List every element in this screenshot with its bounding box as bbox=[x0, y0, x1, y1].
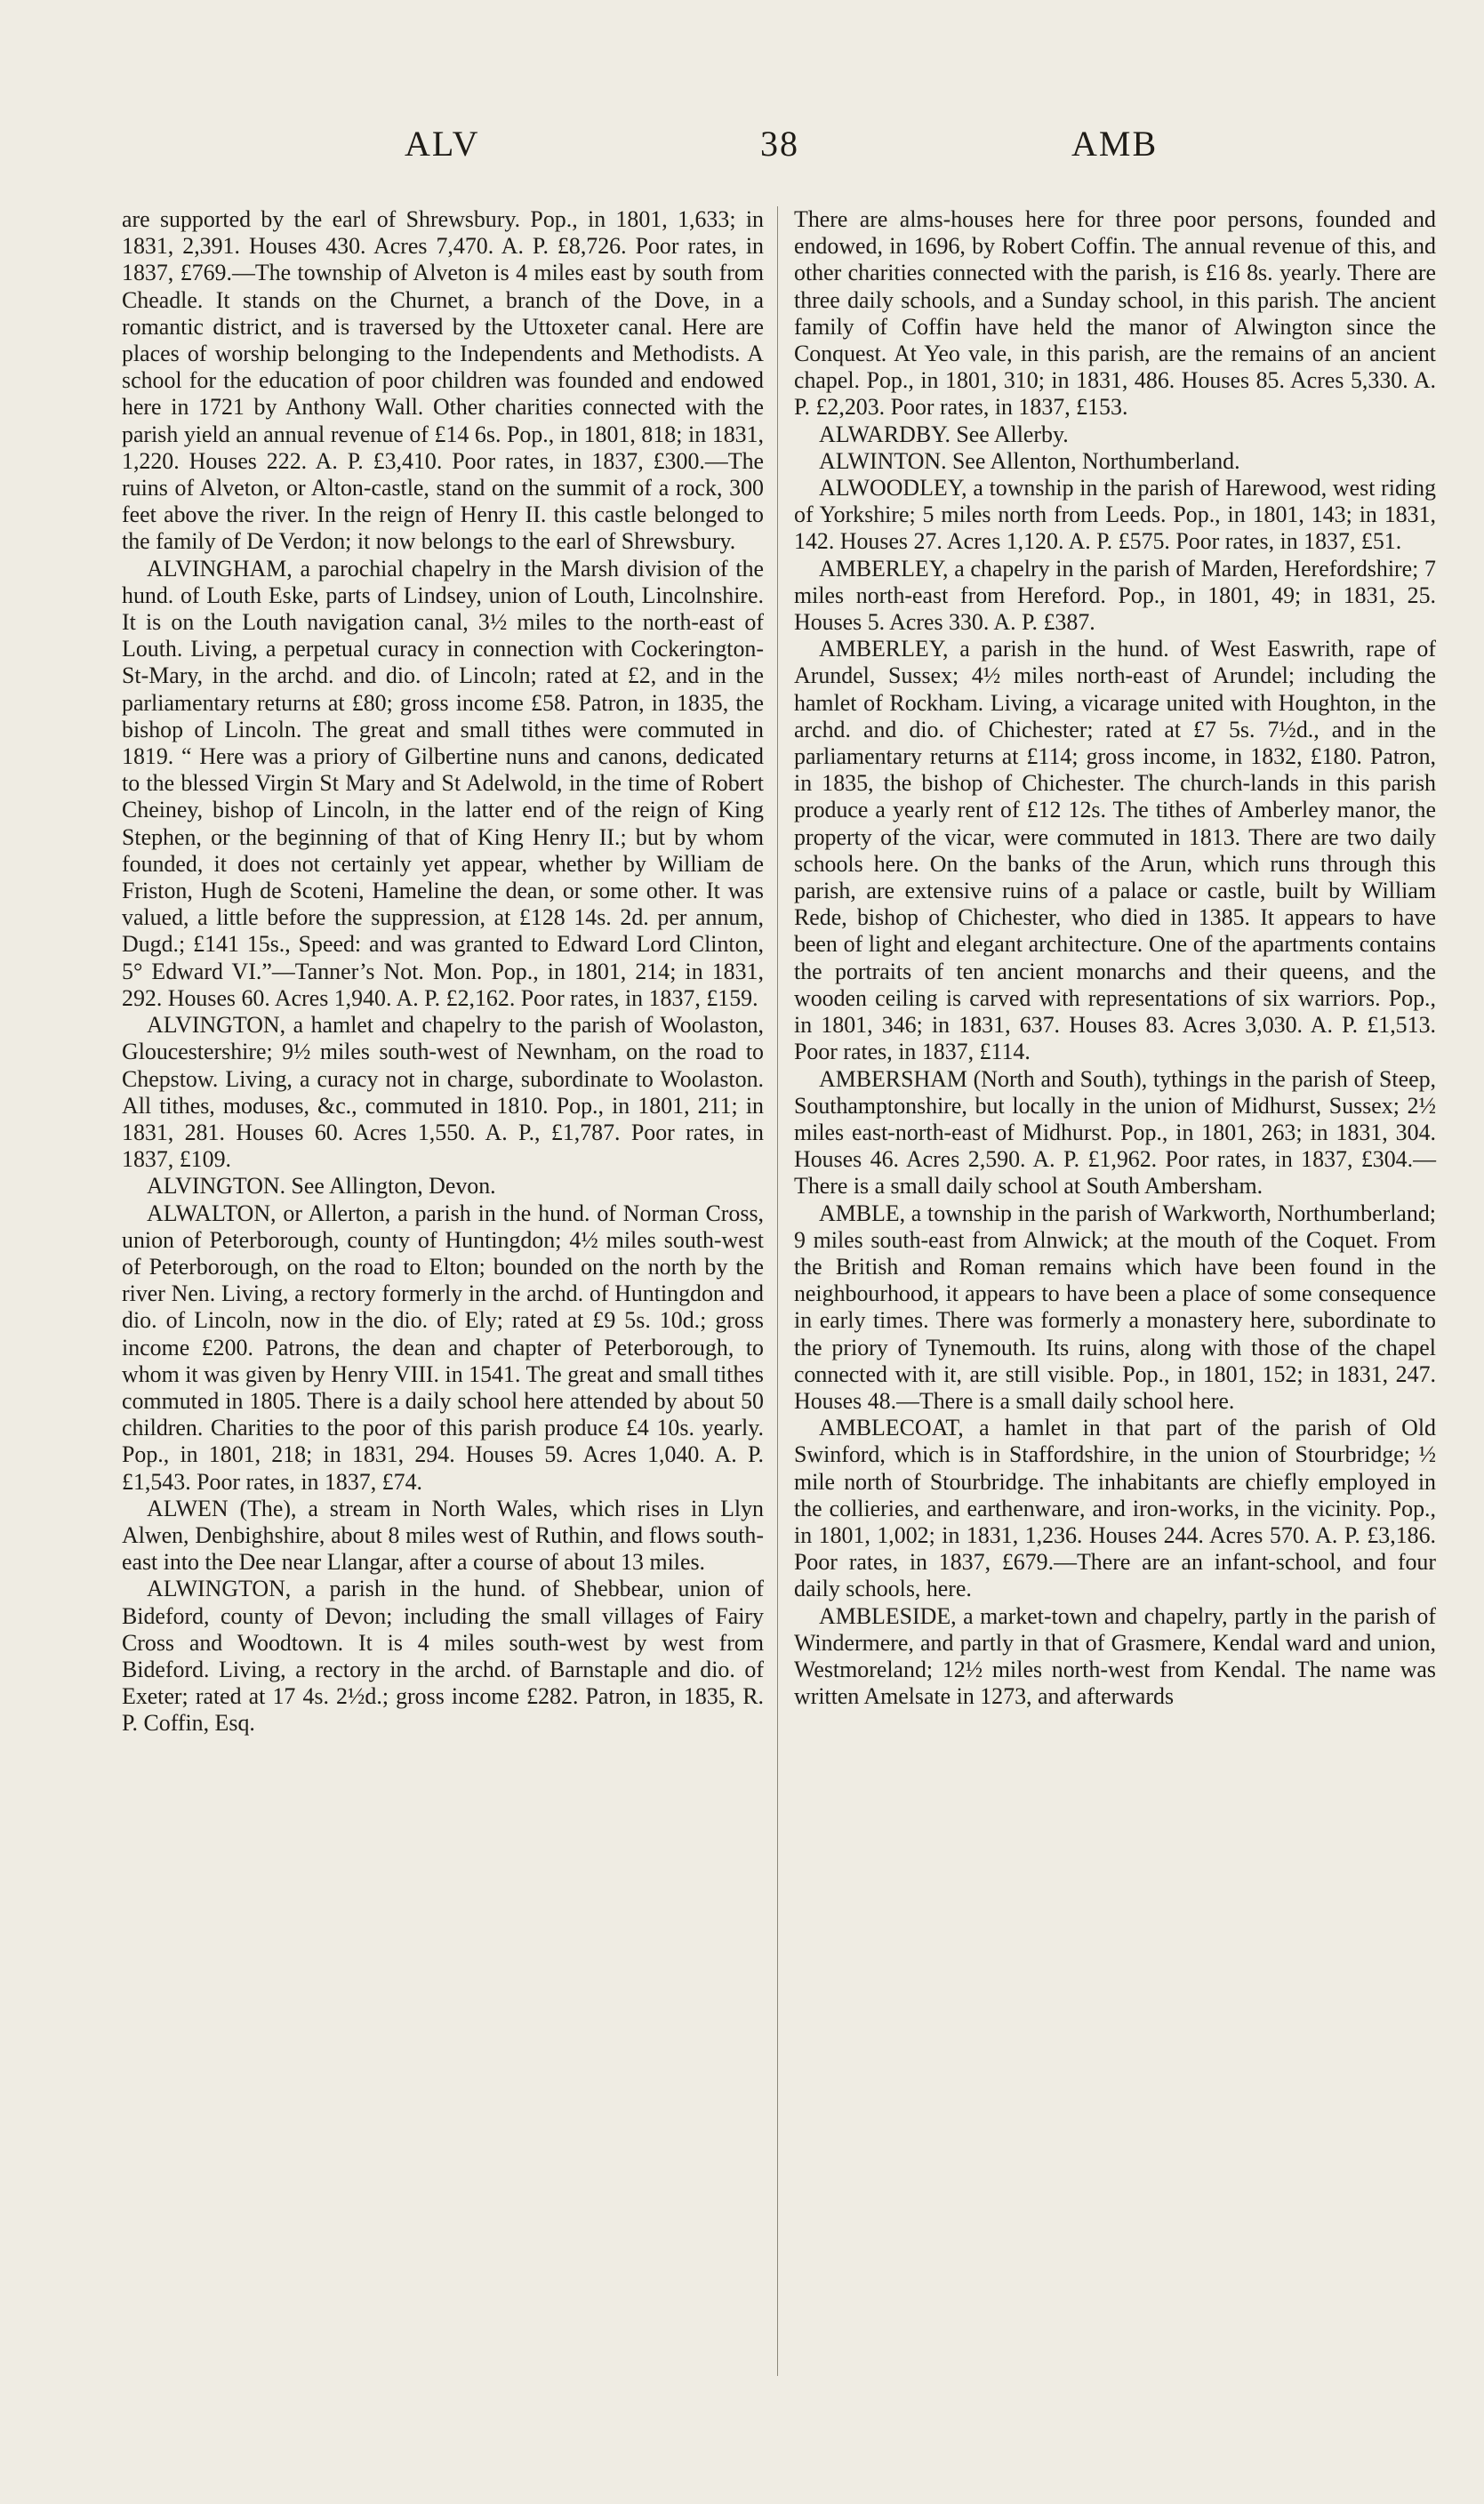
column-divider bbox=[777, 206, 778, 2376]
entry-alveton-continued: are supported by the earl of Shrewsbury. Pop., in 1801, 1,633; in 1831, 2,391. Houses 430. Acres 7,470. A. P. £8,726. Poor rates, in 1837, £769.—The township of Alveton is 4 miles east by south from Cheadle. It stands on the Churnet, a branch of the Dove, in a romantic district, and is traversed by the Uttoxeter canal. Here are places of worship belonging to the Independents and Methodists. A school for the education of poor children was founded and endowed here in 1721 by Anthony Wall. Other charities connected with the parish yield an annual revenue of £14 6s. Pop., in 1801, 818; in 1831, 1,220. Houses 222. A. P. £3,410. Poor rates, in 1837, £300.—The ruins of Alveton, or Alton-castle, stand on the summit of a rock, 300 feet above the river. In the reign of Henry II. this castle belonged to the family of De Verdon; it now belongs to the earl of Shrewsbury. bbox=[122, 206, 764, 555]
entry-alwalton: ALWALTON, or Allerton, a parish in the hund. of Norman Cross, union of Peterborough, county of Huntingdon; 4½ miles south-west of Peterborough, on the road to Elton; bounded on the north by the river Nen. Living, a rectory formerly in the archd. of Huntingdon and dio. of Lincoln, now in the dio. of Ely; rated at £9 5s. 10d.; gross income £200. Patrons, the dean and chapter of Peterborough, to whom it was given by Henry VIII. in 1541. The great and small tithes commuted in 1805. There is a daily school here attended by about 50 children. Charities to the poor of this parish produce £4 10s. yearly. Pop., in 1801, 218; in 1831, 294. Houses 59. Acres 1,040. A. P. £1,543. Poor rates, in 1837, £74. bbox=[122, 1200, 764, 1495]
header-right-word: AMB bbox=[1071, 124, 1159, 164]
entry-ambersham: AMBERSHAM (North and South), tythings in the parish of Steep, Southamptonshire, but locally in the union of Midhurst, Sussex; 2½ miles east-north-east of Midhurst. Pop., in 1801, 263; in 1831, 304. Houses 46. Acres 2,590. A. P. £1,962. Poor rates, in 1837, £304.—There is a small daily school at South Ambersham. bbox=[794, 1065, 1436, 1200]
entry-amblecoat: AMBLECOAT, a hamlet in that part of the parish of Old Swinford, which is in Staffordshire, in the union of Stourbridge; ½ mile north of Stourbridge. The inhabitants are chiefly employed in the collieries, and earthenware, and iron-works, in the vicinity. Pop., in 1801, 1,002; in 1831, 1,236. Houses 244. Acres 570. A. P. £3,186. Poor rates, in 1837, £679.—There are an infant-school, and four daily schools, here. bbox=[794, 1415, 1436, 1602]
entry-alwington: ALWINGTON, a parish in the hund. of Shebbear, union of Bideford, county of Devon; including the small villages of Fairy Cross and Woodtown. It is 4 miles south-west by west from Bideford. Living, a rectory in the archd. of Barnstaple and dio. of Exeter; rated at 17 4s. 2½d.; gross income £282. Patron, in 1835, R. P. Coffin, Esq. bbox=[122, 1576, 764, 1737]
header-left-word: ALV bbox=[405, 124, 480, 164]
entry-alwardby: ALWARDBY. See Allerby. bbox=[819, 421, 1069, 447]
entry-alwinton: ALWINTON. See Allenton, Northumberland. bbox=[819, 447, 1240, 474]
entry-alvingham: ALVINGHAM, a parochial chapelry in the Marsh division of the hund. of Louth Eske, parts of Lindsey, union of Louth, Lincolnshire. It is on the Louth navigation canal, 3½ miles to the north-east of Louth. Living, a perpetual curacy in connection with Cockerington-St-Mary, in the archd. and dio. of Lincoln; rated at £2, and in the parliamentary returns at £80; gross income £58. Patron, in 1835, the bishop of Lincoln. The great and small tithes were commuted in 1819. “ Here was a priory of Gilbertine nuns and canons, dedicated to the blessed Virgin St Mary and St Adelwold, in the time of Robert Cheiney, bishop of Lincoln, in the latter end of the reign of King Stephen, or the beginning of that of King Henry II.; but by whom founded, it does not certainly yet appear, whether by William de Friston, Hugh de Scoteni, Hameline the dean, or some other. It was valued, a little before the suppression, at £128 14s. 2d. per annum, Dugd.; £141 15s., Speed: and was granted to Edward Lord Clinton, 5° Edward VI.”—Tanner’s Not. Mon. Pop., in 1801, 214; in 1831, 292. Houses 60. Acres 1,940. A. P. £2,162. Poor rates, in 1837, £159. bbox=[122, 555, 764, 1011]
running-header bbox=[0, 123, 1484, 176]
entry-alwington-continued: There are alms-houses here for three poor persons, founded and endowed, in 1696, by Robert Coffin. The annual revenue of this, and other charities connected with the parish, is £16 8s. yearly. There are three daily schools, and a Sunday school, in this parish. The ancient family of Coffin have held the manor of Alwington since the Conquest. At Yeo vale, in this parish, are the remains of an ancient chapel. Pop., in 1801, 310; in 1831, 486. Houses 85. Acres 5,330. A. P. £2,203. Poor rates, in 1837, £153. bbox=[794, 206, 1436, 421]
entry-alvington-devon: ALVINGTON. See Allington, Devon. bbox=[147, 1173, 496, 1200]
right-column bbox=[794, 206, 1436, 1710]
entry-alvington-gloucestershire: ALVINGTON, a hamlet and chapelry to the parish of Woolaston, Gloucestershire; 9½ miles south-west of Newnham, on the road to Chepstow. Living, a curacy not in charge, subordinate to Woolaston. All tithes, moduses, &c., commuted in 1810. Pop., in 1801, 211; in 1831, 281. Houses 60. Acres 1,550. A. P., £1,787. Poor rates, in 1837, £109. bbox=[122, 1012, 764, 1173]
page-number: 38 bbox=[760, 124, 799, 164]
entry-amberley-sussex: AMBERLEY, a parish in the hund. of West Easwrith, rape of Arundel, Sussex; 4½ miles north-east of Arundel; including the hamlet of Rockham. Living, a vicarage united with Houghton, in the archd. and dio. of Chichester; rated at £7 5s. 7½d., and in the parliamentary returns at £114; gross income, in 1832, £180. Patron, in 1835, the bishop of Chichester. The church-lands in this parish produce a yearly rent of £12 12s. The tithes of Amberley manor, the property of the vicar, were commuted in 1813. There are two daily schools here. On the banks of the Arun, which runs through this parish, are extensive ruins of a palace or castle, built by William Rede, bishop of Chichester, who died in 1385. It appears to have been of light and elegant architecture. One of the apartments contains the portraits of ten ancient monarchs and their queens, and the wooden ceiling is carved with representations of six warriors. Pop., in 1801, 346; in 1831, 637. Houses 83. Acres 3,030. A. P. £1,513. Poor rates, in 1837, £114. bbox=[794, 636, 1436, 1065]
entry-alwen: ALWEN (The), a stream in North Wales, which rises in Llyn Alwen, Denbighshire, about 8 miles west of Ruthin, and flows south-east into the Dee near Llangar, after a course of about 13 miles. bbox=[122, 1495, 764, 1576]
entry-ambleside: AMBLESIDE, a market-town and chapelry, partly in the parish of Windermere, and partly in that of Grasmere, Kendal ward and union, Westmoreland; 12½ miles north-west from Kendal. The name was written Amelsate in 1273, and afterwards bbox=[794, 1602, 1436, 1710]
entry-alwoodley: ALWOODLEY, a township in the parish of Harewood, west riding of Yorkshire; 5 miles north from Leeds. Pop., in 1801, 143; in 1831, 142. Houses 27. Acres 1,120. A. P. £575. Poor rates, in 1837, £51. bbox=[794, 475, 1436, 555]
left-column bbox=[122, 206, 764, 1738]
entry-amble: AMBLE, a township in the parish of Warkworth, Northumberland; 9 miles south-east from Alnwick; at the mouth of the Coquet. From the British and Roman remains which have been found in the neighbourhood, it appears to have been a place of some consequence in early times. There was formerly a monastery here, subordinate to the priory of Tynemouth. Its ruins, along with those of the chapel connected with it, are still visible. Pop., in 1801, 152; in 1831, 247. Houses 48.—There is a small daily school here. bbox=[794, 1200, 1436, 1414]
entry-amberley-herefordshire: AMBERLEY, a chapelry in the parish of Marden, Herefordshire; 7 miles north-east from Hereford. Pop., in 1801, 49; in 1831, 25. Houses 5. Acres 330. A. P. £387. bbox=[794, 555, 1436, 636]
